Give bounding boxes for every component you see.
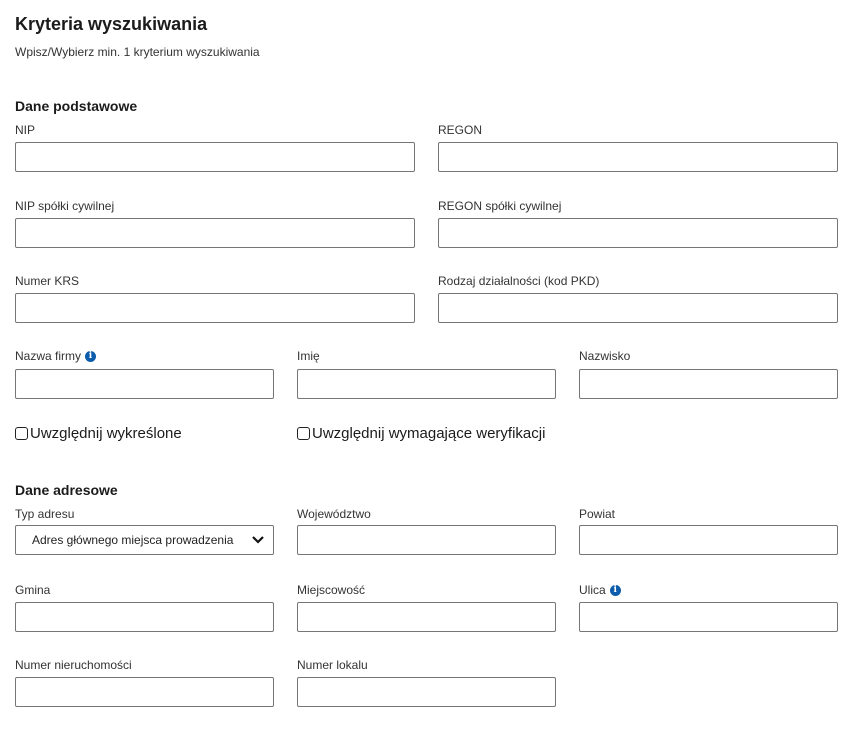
ulica-input[interactable] [579, 602, 838, 632]
include-verification-checkbox[interactable] [297, 425, 545, 442]
nip-input[interactable] [15, 142, 415, 172]
include-verification-label: Uwzględnij wymagające weryfikacji [312, 425, 546, 442]
page-title: Kryteria wyszukiwania [15, 14, 208, 34]
checkbox-icon[interactable] [297, 427, 310, 440]
nip-sc-label: NIP spółki cywilnej [15, 199, 115, 213]
nr-nier-input[interactable] [15, 677, 274, 707]
nip-label: NIP [15, 123, 36, 137]
nazwisko-input[interactable] [579, 369, 838, 399]
regon-sc-input[interactable] [438, 218, 838, 248]
info-icon[interactable]: i [85, 351, 96, 362]
nazwisko-label: Nazwisko [579, 349, 631, 363]
info-icon[interactable]: i [610, 585, 621, 596]
woj-label: Województwo [297, 507, 371, 521]
nr-nier-label: Numer nieruchomości [15, 658, 132, 672]
woj-input[interactable] [297, 525, 556, 555]
krs-label: Numer KRS [15, 274, 80, 288]
regon-input[interactable] [438, 142, 838, 172]
regon-sc-label: REGON spółki cywilnej [438, 199, 562, 213]
include-deleted-checkbox[interactable] [15, 425, 182, 442]
subtitle: Wpisz/Wybierz min. 1 kryterium wyszukiwania [15, 45, 260, 59]
powiat-input[interactable] [579, 525, 838, 555]
typ-label: Typ adresu [15, 507, 75, 521]
nr-lok-input[interactable] [297, 677, 556, 707]
nip-sc-input[interactable] [15, 218, 415, 248]
section-basic-heading: Dane podstawowe [15, 98, 138, 114]
miejscowosc-label: Miejscowość [297, 583, 366, 597]
gmina-input[interactable] [15, 602, 274, 632]
include-deleted-label: Uwzględnij wykreślone [30, 425, 182, 442]
imie-input[interactable] [297, 369, 556, 399]
chevron-down-icon [251, 535, 265, 545]
pkd-input[interactable] [438, 293, 838, 323]
powiat-label: Powiat [579, 507, 616, 521]
firma-label [15, 349, 96, 363]
nr-lok-label: Numer lokalu [297, 658, 368, 672]
pkd-label: Rodzaj działalności (kod PKD) [438, 274, 600, 288]
section-address-heading: Dane adresowe [15, 482, 118, 498]
firma-input[interactable] [15, 369, 274, 399]
gmina-label: Gmina [15, 583, 51, 597]
regon-label: REGON [438, 123, 483, 137]
ulica-label [579, 583, 621, 597]
firma-label-text: Nazwa firmy [15, 349, 82, 363]
miejscowosc-input[interactable] [297, 602, 556, 632]
checkbox-icon[interactable] [15, 427, 28, 440]
imie-label: Imię [297, 349, 320, 363]
typ-select[interactable] [15, 525, 274, 555]
ulica-label-text: Ulica [579, 583, 606, 597]
krs-input[interactable] [15, 293, 415, 323]
typ-select-value: Adres głównego miejsca prowadzenia [32, 533, 234, 547]
